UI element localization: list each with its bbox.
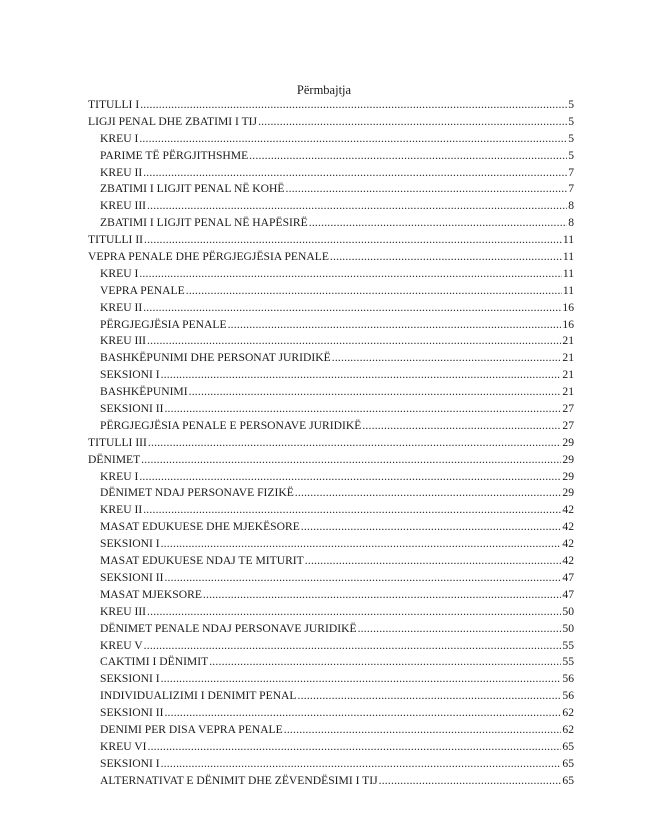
- toc-dot-leader: [140, 97, 567, 114]
- toc-entry-page-number: 21: [562, 385, 574, 399]
- toc-entry-label: KREU III: [100, 604, 147, 618]
- toc-entry-label: KREU III: [100, 199, 147, 213]
- toc-entry-page-number: 55: [562, 638, 574, 652]
- toc-entry-label: SEKSIONI II: [100, 402, 164, 416]
- toc-entry-label: SEKSIONI I: [100, 368, 160, 382]
- toc-dot-leader: [362, 418, 561, 435]
- toc-entry-page-number: 42: [562, 520, 574, 534]
- toc-entry-subsection[interactable]: [88, 688, 574, 705]
- toc-entry-label: BASHKËPUNIMI DHE PERSONAT JURIDIKË: [100, 351, 331, 365]
- toc-entry-page-number: 56: [562, 672, 574, 686]
- toc-entry-subsection[interactable]: [88, 418, 574, 435]
- toc-entry-subsection[interactable]: [88, 519, 574, 536]
- toc-dot-leader: [305, 553, 562, 570]
- toc-entry-label: KREU III: [100, 334, 147, 348]
- toc-entry-page-number: 65: [562, 756, 574, 770]
- toc-entry-page-number: 50: [562, 621, 574, 635]
- toc-entry-page-number: 47: [562, 587, 574, 601]
- toc-entry-subsection[interactable]: [88, 638, 574, 655]
- toc-entry-label: ZBATIMI I LIGJIT PENAL NË HAPËSIRË: [100, 216, 308, 230]
- toc-entry-subsection[interactable]: [88, 722, 574, 739]
- toc-entry-label: MASAT MJEKSORE: [100, 587, 202, 601]
- toc-entry-title[interactable]: [88, 97, 574, 114]
- toc-dot-leader: [332, 350, 562, 367]
- toc-dot-leader: [143, 165, 567, 182]
- toc-entry-subsection[interactable]: [88, 671, 574, 688]
- toc-entry-page-number: 11: [562, 266, 574, 280]
- toc-dot-leader: [161, 756, 562, 773]
- toc-entry-page-number: 21: [562, 334, 574, 348]
- toc-dot-leader: [144, 232, 562, 249]
- toc-entry-page-number: 5: [568, 98, 574, 111]
- toc-entry-subsection[interactable]: [88, 333, 574, 350]
- toc-entry-label: KREU II: [100, 165, 143, 179]
- toc-entry-page-number: 7: [568, 165, 574, 179]
- toc-entry-label: TITULLI III: [88, 435, 147, 449]
- toc-dot-leader: [148, 435, 562, 452]
- toc-entry-subsection[interactable]: [88, 181, 574, 198]
- toc-dot-leader: [139, 266, 562, 283]
- toc-entry-subsection[interactable]: [88, 604, 574, 621]
- toc-entry-page-number: 42: [562, 537, 574, 551]
- toc-dot-leader: [301, 519, 562, 536]
- toc-entry-label: DËNIMET: [88, 452, 141, 466]
- toc-entry-label: MASAT EDUKUESE NDAJ TE MITURIT: [100, 554, 304, 568]
- toc-entry-page-number: 29: [562, 469, 574, 483]
- toc-entry-subsection[interactable]: [88, 502, 574, 519]
- toc-entry-subsection[interactable]: [88, 215, 574, 232]
- toc-entry-subsection[interactable]: [88, 165, 574, 182]
- toc-entry-page-number: 16: [562, 300, 574, 314]
- toc-dot-leader: [358, 621, 562, 638]
- toc-dot-leader: [139, 469, 561, 486]
- toc-entry-subsection[interactable]: [88, 705, 574, 722]
- toc-dot-leader: [143, 502, 561, 519]
- toc-entry-subsection[interactable]: [88, 401, 574, 418]
- toc-entry-page-number: 56: [562, 689, 574, 703]
- toc-entry-subsection[interactable]: [88, 654, 574, 671]
- toc-entry-subsection[interactable]: [88, 469, 574, 486]
- toc-dot-leader: [147, 604, 561, 621]
- toc-entry-page-number: 8: [568, 216, 574, 230]
- toc-dot-leader: [209, 654, 561, 671]
- toc-entry-subsection[interactable]: [88, 485, 574, 502]
- toc-entry-label: PARIME TË PËRGJITHSHME: [100, 148, 249, 162]
- toc-entry-page-number: 5: [568, 114, 574, 128]
- toc-entry-label: PËRGJEGJËSIA PENALE: [100, 317, 227, 331]
- toc-dot-leader: [141, 452, 561, 469]
- toc-entry-subsection[interactable]: [88, 266, 574, 283]
- toc-dot-leader: [379, 773, 562, 790]
- toc-entry-page-number: 11: [562, 250, 574, 264]
- toc-entry-subsection[interactable]: [88, 384, 574, 401]
- toc-entry-title[interactable]: [88, 452, 574, 469]
- toc-entry-page-number: 29: [562, 486, 574, 500]
- toc-entry-page-number: 5: [568, 148, 574, 162]
- toc-entry-page-number: 27: [562, 402, 574, 416]
- toc-entry-label: DËNIMET PENALE NDAJ PERSONAVE JURIDIKË: [100, 621, 357, 635]
- toc-entry-label: SEKSIONI I: [100, 672, 160, 686]
- toc-entry-label: TITULLI I: [88, 98, 140, 111]
- toc-entry-subsection[interactable]: [88, 131, 574, 148]
- toc-entry-subsection[interactable]: [88, 553, 574, 570]
- toc-entry-label: PËRGJEGJËSIA PENALE E PERSONAVE JURIDIKË: [100, 418, 362, 432]
- toc-entry-subsection[interactable]: [88, 283, 574, 300]
- toc-entry-subsection[interactable]: [88, 300, 574, 317]
- toc-dot-leader: [161, 536, 562, 553]
- toc-entry-page-number: 55: [562, 655, 574, 669]
- toc-dot-leader: [189, 384, 562, 401]
- toc-entry-subsection[interactable]: [88, 198, 574, 215]
- toc-entry-subsection[interactable]: [88, 570, 574, 587]
- toc-entry-label: KREU II: [100, 300, 143, 314]
- toc-entry-title[interactable]: [88, 249, 574, 266]
- toc-entry-label: BASHKËPUNIMI: [100, 385, 188, 399]
- toc-entry-subsection[interactable]: [88, 317, 574, 334]
- toc-title: Përmbajtja: [296, 83, 352, 97]
- toc-entry-label: VEPRA PENALE: [100, 283, 185, 297]
- toc-entry-page-number: 21: [562, 351, 574, 365]
- toc-entry-page-number: 11: [562, 283, 574, 297]
- toc-entry-page-number: 8: [568, 199, 574, 213]
- toc-dot-leader: [228, 317, 562, 334]
- toc-entry-page-number: 42: [562, 554, 574, 568]
- toc-entry-label: CAKTIMI I DËNIMIT: [100, 655, 209, 669]
- toc-entry-subsection[interactable]: [88, 621, 574, 638]
- toc-entry-subsection[interactable]: [88, 367, 574, 384]
- toc-dot-leader: [286, 181, 568, 198]
- toc-dot-leader: [284, 722, 562, 739]
- toc-dot-leader: [203, 587, 562, 604]
- toc-entry-subsection[interactable]: [88, 587, 574, 604]
- toc-entry-page-number: 11: [562, 233, 574, 247]
- toc-entry-page-number: 42: [562, 503, 574, 517]
- toc-entry-label: DËNIMET NDAJ PERSONAVE FIZIKË: [100, 486, 294, 500]
- toc-entry-label: SEKSIONI II: [100, 570, 164, 584]
- toc-entry-label: MASAT EDUKUESE DHE MJEKËSORE: [100, 520, 300, 534]
- toc-entry-subsection[interactable]: [88, 773, 574, 790]
- toc-entry-label: KREU V: [100, 638, 143, 652]
- toc-entry-page-number: 21: [562, 368, 574, 382]
- toc-entry-label: TITULLI II: [88, 233, 144, 247]
- toc-dot-leader: [147, 739, 561, 756]
- toc-dot-leader: [330, 249, 562, 266]
- toc-entry-subsection[interactable]: [88, 756, 574, 773]
- toc-dot-leader: [258, 114, 567, 131]
- toc-dot-leader: [164, 705, 561, 722]
- table-of-contents: [88, 97, 574, 790]
- toc-dot-leader: [186, 283, 562, 300]
- toc-dot-leader: [147, 333, 561, 350]
- toc-dot-leader: [161, 671, 562, 688]
- toc-dot-leader: [164, 401, 561, 418]
- toc-entry-subsection[interactable]: [88, 536, 574, 553]
- toc-entry-label: VEPRA PENALE DHE PËRGJEGJËSIA PENALE: [88, 250, 329, 264]
- toc-entry-title[interactable]: [88, 232, 574, 249]
- toc-entry-label: KREU VI: [100, 739, 147, 753]
- toc-entry-label: SEKSIONI I: [100, 756, 160, 770]
- toc-entry-page-number: 62: [562, 706, 574, 720]
- toc-entry-label: KREU II: [100, 503, 143, 517]
- toc-entry-label: SEKSIONI II: [100, 706, 164, 720]
- toc-dot-leader: [139, 131, 567, 148]
- toc-entry-title[interactable]: [88, 114, 574, 131]
- toc-dot-leader: [249, 148, 567, 165]
- toc-entry-page-number: 50: [562, 604, 574, 618]
- toc-dot-leader: [143, 300, 561, 317]
- toc-entry-page-number: 65: [562, 739, 574, 753]
- toc-dot-leader: [295, 485, 562, 502]
- toc-entry-label: ALTERNATIVAT E DËNIMIT DHE ZËVENDËSIMI I TIJ: [100, 773, 378, 787]
- toc-entry-page-number: 16: [562, 317, 574, 331]
- toc-entry-subsection[interactable]: [88, 350, 574, 367]
- toc-dot-leader: [144, 638, 562, 655]
- toc-entry-label: KREU I: [100, 131, 139, 145]
- toc-entry-subsection[interactable]: [88, 739, 574, 756]
- toc-entry-label: LIGJI PENAL DHE ZBATIMI I TIJ: [88, 114, 258, 128]
- toc-dot-leader: [161, 367, 562, 384]
- toc-entry-label: DENIMI PER DISA VEPRA PENALE: [100, 722, 283, 736]
- toc-entry-label: ZBATIMI I LIGJIT PENAL NË KOHË: [100, 182, 285, 196]
- toc-entry-subsection[interactable]: [88, 148, 574, 165]
- toc-entry-page-number: 5: [568, 131, 574, 145]
- toc-dot-leader: [147, 198, 567, 215]
- toc-entry-label: KREU I: [100, 266, 139, 280]
- toc-entry-page-number: 7: [568, 182, 574, 196]
- toc-dot-leader: [309, 215, 567, 232]
- toc-entry-page-number: 27: [562, 418, 574, 432]
- toc-entry-page-number: 65: [562, 773, 574, 787]
- toc-dot-leader: [298, 688, 562, 705]
- toc-entry-page-number: 47: [562, 570, 574, 584]
- toc-entry-title[interactable]: [88, 435, 574, 452]
- toc-entry-page-number: 62: [562, 722, 574, 736]
- toc-dot-leader: [164, 570, 561, 587]
- toc-entry-page-number: 29: [562, 452, 574, 466]
- toc-entry-label: KREU I: [100, 469, 139, 483]
- toc-entry-label: SEKSIONI I: [100, 537, 160, 551]
- toc-entry-label: INDIVIDUALIZIMI I DENIMIT PENAL: [100, 689, 297, 703]
- toc-entry-page-number: 29: [562, 435, 574, 449]
